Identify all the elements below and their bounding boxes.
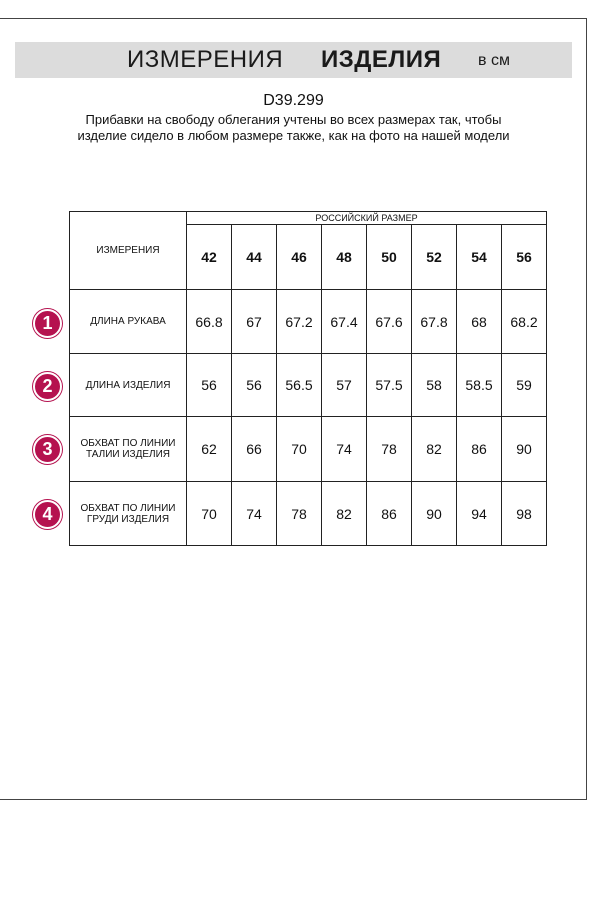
size-group-header: РОССИЙСКИЙ РАЗМЕР [187, 212, 547, 225]
size-header: 56 [502, 225, 547, 290]
value-cell: 56 [232, 354, 277, 417]
header-unit: в см [478, 52, 510, 69]
article-number: D39.299 [263, 92, 324, 109]
size-header: 48 [322, 225, 367, 290]
value-cell: 90 [412, 482, 457, 546]
value-cell: 68 [457, 290, 502, 354]
value-cell: 94 [457, 482, 502, 546]
size-table [69, 211, 547, 546]
table-row [70, 417, 547, 482]
value-cell: 82 [322, 482, 367, 546]
value-cell: 67.8 [412, 290, 457, 354]
value-cell: 58.5 [457, 354, 502, 417]
value-cell: 90 [502, 417, 547, 482]
value-cell: 74 [232, 482, 277, 546]
header-title-bold: ИЗДЕЛИЯ [321, 46, 442, 73]
size-header: 46 [277, 225, 322, 290]
table-row [70, 290, 547, 354]
value-cell: 86 [367, 482, 412, 546]
row-number-badge: 3 [33, 435, 62, 464]
value-cell: 70 [277, 417, 322, 482]
table-row [70, 354, 547, 417]
value-cell: 67.6 [367, 290, 412, 354]
size-header: 42 [187, 225, 232, 290]
row-number-badge: 1 [33, 309, 62, 338]
value-cell: 70 [187, 482, 232, 546]
table-row [70, 482, 547, 546]
value-cell: 67.2 [277, 290, 322, 354]
table-header-row [70, 212, 547, 225]
measure-header: ИЗМЕРЕНИЯ [70, 212, 187, 290]
row-label: ОБХВАТ ПО ЛИНИИ ГРУДИ ИЗДЕЛИЯ [70, 482, 187, 546]
value-cell: 74 [322, 417, 367, 482]
value-cell: 62 [187, 417, 232, 482]
value-cell: 66 [232, 417, 277, 482]
row-label: ДЛИНА ИЗДЕЛИЯ [70, 354, 187, 417]
row-label: ОБХВАТ ПО ЛИНИИ ТАЛИИ ИЗДЕЛИЯ [70, 417, 187, 482]
size-header: 52 [412, 225, 457, 290]
size-header: 54 [457, 225, 502, 290]
value-cell: 86 [457, 417, 502, 482]
value-cell: 78 [367, 417, 412, 482]
value-cell: 98 [502, 482, 547, 546]
value-cell: 58 [412, 354, 457, 417]
value-cell: 66.8 [187, 290, 232, 354]
value-cell: 59 [502, 354, 547, 417]
value-cell: 57.5 [367, 354, 412, 417]
value-cell: 68.2 [502, 290, 547, 354]
value-cell: 57 [322, 354, 367, 417]
value-cell: 78 [277, 482, 322, 546]
value-cell: 67.4 [322, 290, 367, 354]
row-number-badge: 2 [33, 372, 62, 401]
value-cell: 82 [412, 417, 457, 482]
size-header: 44 [232, 225, 277, 290]
row-label: ДЛИНА РУКАВА [70, 290, 187, 354]
size-header: 50 [367, 225, 412, 290]
header-title-main: ИЗМЕРЕНИЯ [127, 46, 284, 73]
row-number-badge: 4 [33, 500, 62, 529]
value-cell: 56.5 [277, 354, 322, 417]
value-cell: 56 [187, 354, 232, 417]
fit-note: Прибавки на свободу облегания учтены во всех размерах так, чтобы изделие сидело в любом размере также, как на фото на нашей модели [77, 112, 510, 143]
value-cell: 67 [232, 290, 277, 354]
